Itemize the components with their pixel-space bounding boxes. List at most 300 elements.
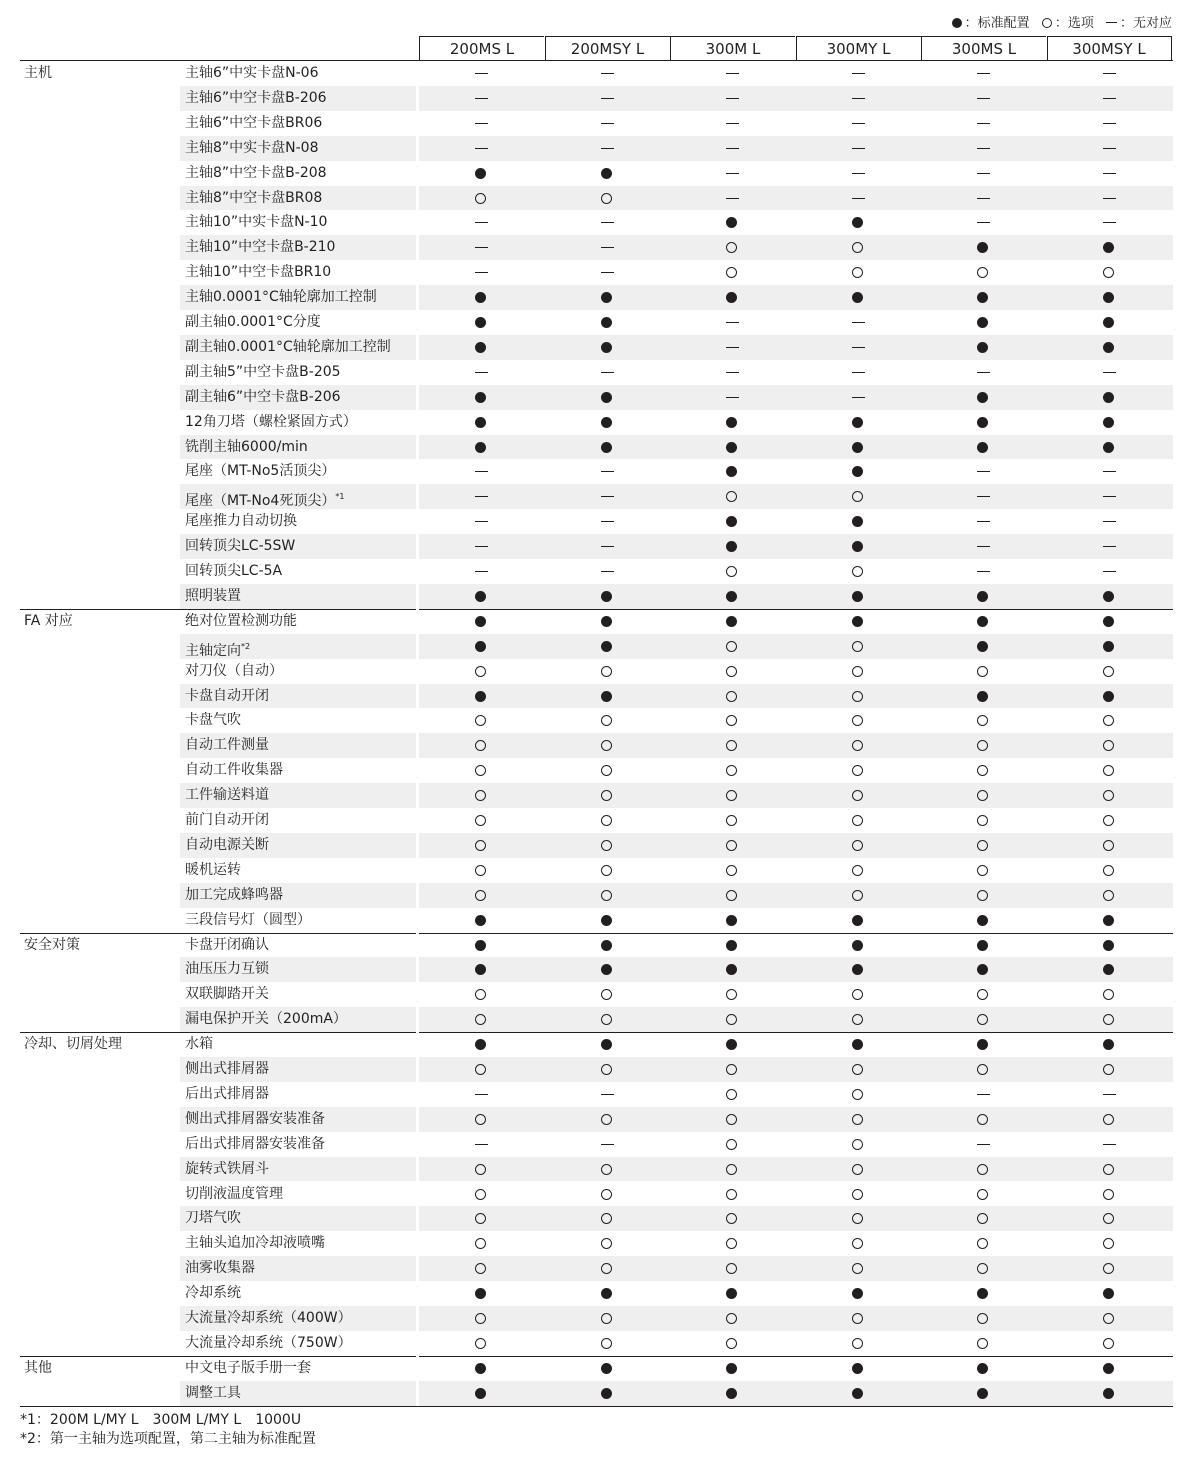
standard-dot-icon: [852, 1388, 863, 1399]
model-header-2: 300M L: [670, 36, 795, 60]
category-label: 主机: [24, 65, 52, 81]
value-cell: [419, 459, 544, 484]
option-circle-icon: [475, 1338, 486, 1349]
value-cell: [921, 534, 1046, 559]
table-bottom-line: [20, 1406, 1173, 1407]
value-cell: [1047, 733, 1172, 758]
feature-label: [185, 435, 308, 460]
standard-dot-icon: [1103, 442, 1114, 453]
value-cell: [545, 808, 670, 833]
standard-dot-icon: [977, 691, 988, 702]
standard-dot-icon: [475, 417, 486, 428]
standard-dot-icon: [475, 1388, 486, 1399]
standard-dot-icon: [852, 417, 863, 428]
option-circle-icon: [852, 815, 863, 826]
feature-label-text: 自动电源关断: [185, 836, 269, 853]
value-cell: [545, 310, 670, 335]
value-cell: [670, 61, 795, 86]
feature-label: [185, 1356, 311, 1381]
value-cell: [419, 210, 544, 235]
standard-dot-icon: [977, 442, 988, 453]
standard-dot-icon: [475, 342, 486, 353]
value-cell: [796, 534, 921, 559]
option-circle-icon: [1103, 790, 1114, 801]
value-cell: [1047, 260, 1172, 285]
table-row: [20, 1356, 1173, 1381]
value-cell: [1047, 310, 1172, 335]
standard-dot-icon: [977, 417, 988, 428]
option-circle-icon: [977, 1114, 988, 1125]
value-cell: [670, 1157, 795, 1182]
value-cell: [419, 186, 544, 211]
standard-dot-icon: [977, 242, 988, 253]
table-row: [20, 484, 1173, 509]
feature-label-text: 回转顶尖LC-5SW: [185, 538, 296, 555]
option-circle-icon: [601, 715, 612, 726]
feature-label: [185, 783, 269, 808]
value-cell: [1047, 783, 1172, 808]
value-cell: [796, 1256, 921, 1281]
value-cell: [670, 1057, 795, 1082]
option-circle-icon: [977, 740, 988, 751]
option-circle-icon: [601, 666, 612, 677]
value-cell: [1047, 1107, 1172, 1132]
standard-dot-icon: [475, 616, 486, 627]
standard-dot-icon: [977, 1388, 988, 1399]
option-circle-icon: [475, 1313, 486, 1324]
option-circle-icon: [726, 267, 737, 278]
value-cell: [545, 210, 670, 235]
value-cell: [921, 933, 1046, 958]
feature-label: [185, 933, 269, 958]
standard-dot-icon: [852, 217, 863, 228]
value-cell: [796, 459, 921, 484]
na-dash-icon: [1103, 546, 1116, 547]
feature-label-text: 大流量冷却系统（400W）: [185, 1310, 352, 1326]
option-circle-icon: [601, 840, 612, 851]
value-cell: [1047, 509, 1172, 534]
value-cell: [921, 285, 1046, 310]
option-circle-icon: [1103, 1263, 1114, 1274]
value-cell: [670, 310, 795, 335]
na-dash-icon: [977, 198, 990, 199]
value-cell: [921, 758, 1046, 783]
na-dash-icon: [726, 173, 739, 174]
standard-dot-icon: [601, 392, 612, 403]
option-circle-icon: [852, 1139, 863, 1150]
value-cell: [921, 1356, 1046, 1381]
feature-label: [185, 1157, 269, 1182]
option-circle-icon: [601, 815, 612, 826]
na-dash-icon: [601, 123, 614, 124]
table-row: [20, 808, 1173, 833]
feature-label-text: 自动工件测量: [185, 737, 269, 754]
value-cell: [545, 285, 670, 310]
value-cell: [921, 733, 1046, 758]
value-cell: [796, 385, 921, 410]
na-dash-icon: [601, 372, 614, 373]
standard-dot-icon: [601, 1388, 612, 1399]
feature-label-text: 主轴头追加冷却液喷嘴: [185, 1235, 325, 1252]
value-cell: [1047, 1057, 1172, 1082]
na-dash-icon: [1103, 571, 1116, 572]
feature-label-text: 卡盘开闭确认: [185, 936, 269, 953]
value-cell: [670, 1231, 795, 1256]
value-cell: [419, 1231, 544, 1256]
table-row: [20, 459, 1173, 484]
value-cell: [545, 161, 670, 186]
value-cell: [670, 1381, 795, 1406]
value-cell: [921, 61, 1046, 86]
standard-dot-icon: [475, 1363, 486, 1374]
value-cell: [796, 360, 921, 385]
na-dash-icon: [1103, 521, 1116, 522]
option-circle-icon: [726, 1263, 737, 1274]
value-cell: [545, 509, 670, 534]
value-cell: [1047, 1306, 1172, 1331]
value-cell: [545, 61, 670, 86]
option-circle-icon: [977, 865, 988, 876]
option-circle-icon: [475, 193, 486, 204]
feature-label: [185, 833, 269, 858]
feature-label: [185, 310, 321, 335]
value-cell: [1047, 235, 1172, 260]
option-circle-icon: [726, 1189, 737, 1200]
value-cell: [1047, 1007, 1172, 1032]
na-dash-icon: [601, 148, 614, 149]
standard-dot-icon: [475, 591, 486, 602]
option-circle-icon: [726, 1164, 737, 1175]
na-dash-icon: [475, 247, 488, 248]
feature-label: [185, 111, 322, 136]
feature-label-text: 双联脚踏开关: [185, 986, 269, 1003]
value-cell: [545, 435, 670, 460]
table-row: [20, 1057, 1173, 1082]
option-circle-icon: [1103, 715, 1114, 726]
feature-label-text: 漏电保护开关（200mA）: [185, 1011, 347, 1028]
table-row: [20, 733, 1173, 758]
value-cell: [670, 1281, 795, 1306]
value-cell: [670, 1182, 795, 1207]
table-row: [20, 957, 1173, 982]
option-circle-icon: [1103, 1164, 1114, 1175]
option-circle-icon: [475, 740, 486, 751]
value-cell: [921, 410, 1046, 435]
option-circle-icon: [601, 1014, 612, 1025]
category-label: 安全对策: [24, 936, 80, 953]
na-dash-icon: [475, 496, 488, 497]
feature-label: [185, 285, 377, 310]
option-circle-icon: [601, 989, 612, 1000]
value-cell: [796, 957, 921, 982]
standard-dot-icon: [852, 442, 863, 453]
na-dash-icon: [852, 198, 865, 199]
option-circle-icon: [726, 641, 737, 652]
table-row: [20, 883, 1173, 908]
value-cell: [921, 235, 1046, 260]
value-cell: [796, 1381, 921, 1406]
na-dash-icon: [1103, 496, 1116, 497]
feature-label-text: 副主轴6”中空卡盘B-206: [185, 388, 341, 405]
na-dash-icon: [977, 73, 990, 74]
table-row: [20, 858, 1173, 883]
standard-dot-icon: [601, 940, 612, 951]
na-dash-icon: [475, 471, 488, 472]
table-row: [20, 509, 1173, 534]
option-circle-icon: [977, 1338, 988, 1349]
feature-label-text: 主轴8”中空卡盘B-208: [185, 164, 327, 181]
option-circle-icon: [1103, 1338, 1114, 1349]
value-cell: [796, 1032, 921, 1057]
category-label: 其他: [24, 1359, 52, 1376]
value-cell: [419, 1256, 544, 1281]
value-cell: [921, 1032, 1046, 1057]
feature-label-text: 工件输送料道: [185, 787, 269, 804]
table-row: [20, 634, 1173, 659]
standard-dot-icon: [601, 641, 612, 652]
standard-dot-icon: [601, 442, 612, 453]
option-circle-icon: [475, 1064, 486, 1075]
value-cell: [670, 1206, 795, 1231]
table-row: [20, 186, 1173, 211]
feature-label-text: 主轴10”中空卡盘B-210: [185, 239, 336, 256]
value-cell: [796, 982, 921, 1007]
option-circle-icon: [852, 1189, 863, 1200]
option-circle-icon: [977, 989, 988, 1000]
na-dash-icon: [475, 73, 488, 74]
value-cell: [545, 1356, 670, 1381]
value-cell: [419, 559, 544, 584]
value-cell: [670, 883, 795, 908]
table-row: [20, 136, 1173, 161]
option-circle-icon: [852, 641, 863, 652]
value-cell: [670, 708, 795, 733]
value-cell: [419, 1331, 544, 1356]
standard-dot-icon: [475, 691, 486, 702]
option-circle-icon: [601, 1263, 612, 1274]
na-dash-icon: [1103, 73, 1116, 74]
feature-label: [185, 410, 357, 435]
value-cell: [921, 783, 1046, 808]
option-circle-icon: [475, 890, 486, 901]
option-circle-icon: [977, 765, 988, 776]
na-dash-icon: [601, 272, 614, 273]
value-cell: [670, 86, 795, 111]
value-cell: [796, 758, 921, 783]
feature-label-text: 后出式排屑器: [185, 1085, 269, 1102]
na-dash-icon: [977, 521, 990, 522]
value-cell: [670, 1107, 795, 1132]
value-cell: [419, 708, 544, 733]
na-dash-icon: [601, 571, 614, 572]
standard-dot-icon: [977, 915, 988, 926]
option-circle-icon: [1103, 1014, 1114, 1025]
value-cell: [796, 1281, 921, 1306]
value-cell: [1047, 957, 1172, 982]
value-cell: [1047, 883, 1172, 908]
standard-dot-icon: [977, 1039, 988, 1050]
option-circle-icon: [726, 765, 737, 776]
option-circle-icon: [977, 1263, 988, 1274]
standard-dot-icon: [726, 466, 737, 477]
na-dash-icon: [601, 73, 614, 74]
value-cell: [796, 609, 921, 634]
table-row: [20, 534, 1173, 559]
option-circle-icon: [1103, 1213, 1114, 1224]
standard-dot-icon: [852, 915, 863, 926]
feature-label: [185, 385, 341, 410]
value-cell: [545, 1256, 670, 1281]
standard-dot-icon: [1103, 1363, 1114, 1374]
option-circle-icon: [1103, 890, 1114, 901]
value-cell: [670, 659, 795, 684]
feature-label-text: 油雾收集器: [185, 1260, 255, 1277]
value-cell: [1047, 858, 1172, 883]
na-dash-icon: [726, 73, 739, 74]
value-cell: [419, 1082, 544, 1107]
value-cell: [419, 783, 544, 808]
table-row: [20, 1206, 1173, 1231]
na-dash-icon: [475, 272, 488, 273]
option-circle-icon: [977, 840, 988, 851]
value-cell: [545, 708, 670, 733]
na-dash-icon: [852, 397, 865, 398]
value-cell: [1047, 609, 1172, 634]
value-cell: [670, 559, 795, 584]
table-row: [20, 609, 1173, 634]
value-cell: [670, 210, 795, 235]
option-circle-icon: [726, 740, 737, 751]
value-cell: [419, 335, 544, 360]
standard-dot-icon: [726, 1388, 737, 1399]
standard-dot-icon: [977, 591, 988, 602]
value-cell: [545, 584, 670, 609]
feature-label-text: 主轴8”中实卡盘N-08: [185, 139, 319, 156]
value-cell: [921, 335, 1046, 360]
feature-label: [185, 534, 295, 559]
na-dash-icon: [977, 372, 990, 373]
standard-dot-icon: [475, 442, 486, 453]
value-cell: [419, 957, 544, 982]
option-circle-icon: [852, 890, 863, 901]
na-dash-icon: [1103, 98, 1116, 99]
value-cell: [670, 1331, 795, 1356]
option-circle-icon: [977, 715, 988, 726]
value-cell: [921, 111, 1046, 136]
standard-dot-icon: [977, 292, 988, 303]
na-dash-icon: [601, 521, 614, 522]
value-cell: [419, 534, 544, 559]
value-cell: [796, 783, 921, 808]
feature-label-text: 照明装置: [185, 587, 241, 604]
table-row: [20, 235, 1173, 260]
na-dash-icon: [726, 347, 739, 348]
value-cell: [796, 1107, 921, 1132]
standard-dot-icon: [601, 417, 612, 428]
value-cell: [670, 1132, 795, 1157]
value-cell: [796, 435, 921, 460]
standard-dot-icon: [726, 616, 737, 627]
value-cell: [921, 186, 1046, 211]
standard-dot-icon: [475, 292, 486, 303]
table-row: [20, 908, 1173, 933]
feature-label: [185, 61, 319, 86]
feature-label-text: 油压压力互锁: [185, 961, 269, 978]
value-cell: [670, 136, 795, 161]
value-cell: [670, 459, 795, 484]
feature-label: [185, 1231, 325, 1256]
standard-dot-icon: [1103, 616, 1114, 627]
option-circle-icon: [1042, 18, 1052, 28]
option-circle-icon: [726, 566, 737, 577]
option-circle-icon: [1103, 1238, 1114, 1249]
value-cell: [670, 360, 795, 385]
value-cell: [545, 385, 670, 410]
option-circle-icon: [852, 1338, 863, 1349]
option-circle-icon: [726, 840, 737, 851]
value-cell: [796, 161, 921, 186]
standard-dot-icon: [1103, 317, 1114, 328]
value-cell: [796, 410, 921, 435]
feature-label: [185, 186, 322, 211]
value-cell: [419, 1381, 544, 1406]
na-dash-icon: [726, 148, 739, 149]
value-cell: [1047, 758, 1172, 783]
value-cell: [419, 1182, 544, 1207]
feature-label: [185, 982, 269, 1007]
na-dash-icon: [475, 546, 488, 547]
option-circle-icon: [1103, 865, 1114, 876]
feature-label-text: 主轴6”中实卡盘N-06: [185, 65, 319, 81]
value-cell: [419, 858, 544, 883]
value-cell: [670, 335, 795, 360]
feature-label: [185, 136, 319, 161]
feature-label-text: 自动工件收集器: [185, 762, 283, 779]
option-circle-icon: [601, 1114, 612, 1125]
option-circle-icon: [1103, 1114, 1114, 1125]
feature-label: [185, 1057, 269, 1082]
option-circle-icon: [1103, 815, 1114, 826]
value-cell: [1047, 285, 1172, 310]
standard-dot-icon: [726, 417, 737, 428]
model-header-3: 300MY L: [796, 36, 921, 60]
option-circle-icon: [852, 242, 863, 253]
table-row: [20, 86, 1173, 111]
option-circle-icon: [852, 267, 863, 278]
value-cell: [545, 1306, 670, 1331]
option-circle-icon: [601, 193, 612, 204]
option-circle-icon: [726, 790, 737, 801]
option-circle-icon: [852, 1114, 863, 1125]
value-cell: [545, 1381, 670, 1406]
table-row: [20, 933, 1173, 958]
model-header-0: 200MS L: [419, 36, 544, 60]
value-cell: [419, 883, 544, 908]
value-cell: [796, 833, 921, 858]
table-row: [20, 111, 1173, 136]
standard-dot-icon: [977, 317, 988, 328]
value-cell: [921, 833, 1046, 858]
value-cell: [419, 61, 544, 86]
standard-dot-icon: [726, 915, 737, 926]
value-cell: [670, 186, 795, 211]
value-cell: [545, 1032, 670, 1057]
na-dash-icon: [977, 173, 990, 174]
value-cell: [419, 385, 544, 410]
value-cell: [545, 1182, 670, 1207]
option-circle-icon: [852, 566, 863, 577]
na-dash-icon: [1103, 1094, 1116, 1095]
